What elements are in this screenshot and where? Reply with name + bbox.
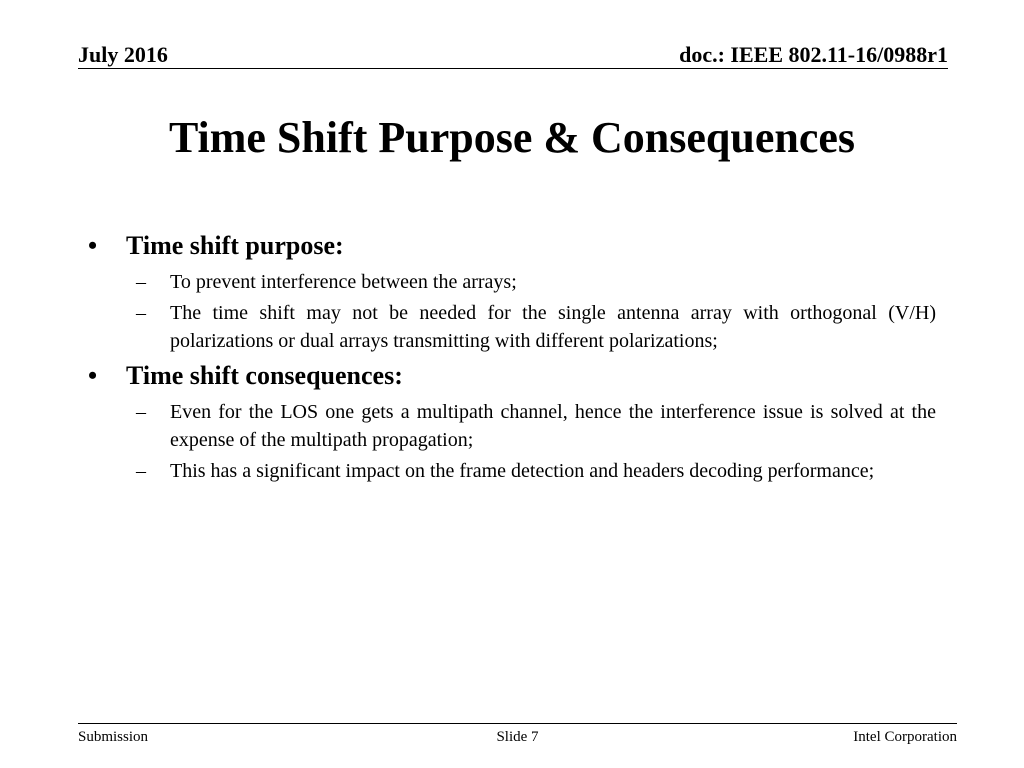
footer-slide-number: Slide 7 <box>496 729 539 745</box>
footer-submission: Submission <box>78 729 149 745</box>
dash-icon: – <box>136 302 146 324</box>
sub-bullet <box>88 398 936 454</box>
bullet-icon: • <box>88 361 98 390</box>
sub-bullet-text: The time shift may not be needed for the single antenna array with orthogonal (V/H) polarizations or dual arrays transmitting with different polarizations; <box>170 302 936 352</box>
sub-bullet <box>88 457 936 485</box>
bullet-time-shift-consequences <box>88 358 936 394</box>
dash-icon: – <box>136 460 146 482</box>
slide-header <box>78 42 948 69</box>
sub-bullet-text: Even for the LOS one gets a multipath channel, hence the interference issue is solved at the expense of the multipath propagation; <box>170 401 936 451</box>
bullet-icon: • <box>88 231 98 260</box>
slide-content <box>88 228 936 488</box>
slide-title: Time Shift Purpose & Consequences <box>168 113 856 162</box>
bullet-text: Time shift consequences: <box>126 361 403 390</box>
footer-company: Intel Corporation <box>853 729 957 745</box>
slide-footer <box>78 723 957 750</box>
sub-bullet <box>88 268 936 296</box>
header-doc-id: doc.: IEEE 802.11-16/0988r1 <box>679 42 948 67</box>
dash-icon: – <box>136 271 146 293</box>
sub-bullet <box>88 299 936 355</box>
bullet-text: Time shift purpose: <box>126 231 344 260</box>
header-date: July 2016 <box>78 42 168 67</box>
bullet-time-shift-purpose <box>88 228 936 264</box>
sub-bullet-text: To prevent interference between the arrays; <box>170 271 517 293</box>
sub-bullet-text: This has a significant impact on the frame detection and headers decoding performance; <box>170 460 875 482</box>
dash-icon: – <box>136 401 146 423</box>
